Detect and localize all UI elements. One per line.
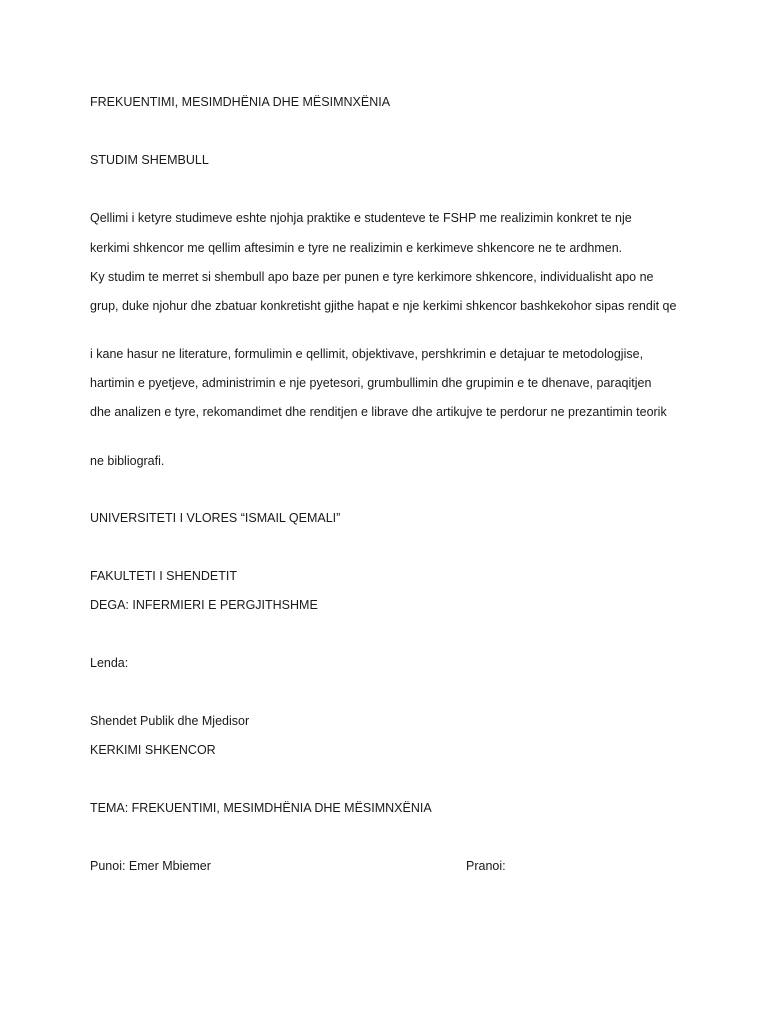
author-line: Punoi: Emer Mbiemer xyxy=(90,859,211,873)
paragraph-line: grup, duke njohur dhe zbatuar konkretisht gjithe hapat e nje kerkimi shkencor bashkekohor sipas rendit qe xyxy=(90,299,677,313)
faculty-name: FAKULTETI I SHENDETIT xyxy=(90,569,238,583)
department-name: DEGA: INFERMIERI E PERGJITHSHME xyxy=(90,598,318,612)
paragraph-line: hartimin e pyetjeve, administrimin e nje pyetesori, grumbullimin dhe grupimin e te dhenave, paraqitjen xyxy=(90,376,652,390)
receiver-label: Pranoi: xyxy=(466,859,506,873)
course-name: KERKIMI SHKENCOR xyxy=(90,743,216,757)
paragraph-line: ne bibliografi. xyxy=(90,454,165,468)
subject-name: Shendet Publik dhe Mjedisor xyxy=(90,714,250,728)
paragraph-line: Qellimi i ketyre studimeve eshte njohja praktike e studenteve te FSHP me realizimin konkret te nje xyxy=(90,211,632,225)
document-title: FREKUENTIMI, MESIMDHËNIA DHE MËSIMNXËNIA xyxy=(90,95,391,109)
university-name: UNIVERSITETI I VLORES “ISMAIL QEMALI” xyxy=(90,511,341,525)
paragraph-line: kerkimi shkencor me qellim aftesimin e tyre ne realizimin e kerkimeve shkencore ne te ardhmen. xyxy=(90,241,623,255)
document-subtitle: STUDIM SHEMBULL xyxy=(90,153,209,167)
paragraph-line: i kane hasur ne literature, formulimin e qellimit, objektivave, pershkrimin e detajuar te metodologjise, xyxy=(90,347,644,361)
theme-line: TEMA: FREKUENTIMI, MESIMDHËNIA DHE MËSIMNXËNIA xyxy=(90,801,432,815)
paragraph-line: dhe analizen e tyre, rekomandimet dhe renditjen e librave dhe artikujve te perdorur ne prezantimin teorik xyxy=(90,405,667,419)
paragraph-line: Ky studim te merret si shembull apo baze per punen e tyre kerkimore shkencore, individualisht apo ne xyxy=(90,270,654,284)
subject-label: Lenda: xyxy=(90,656,129,670)
